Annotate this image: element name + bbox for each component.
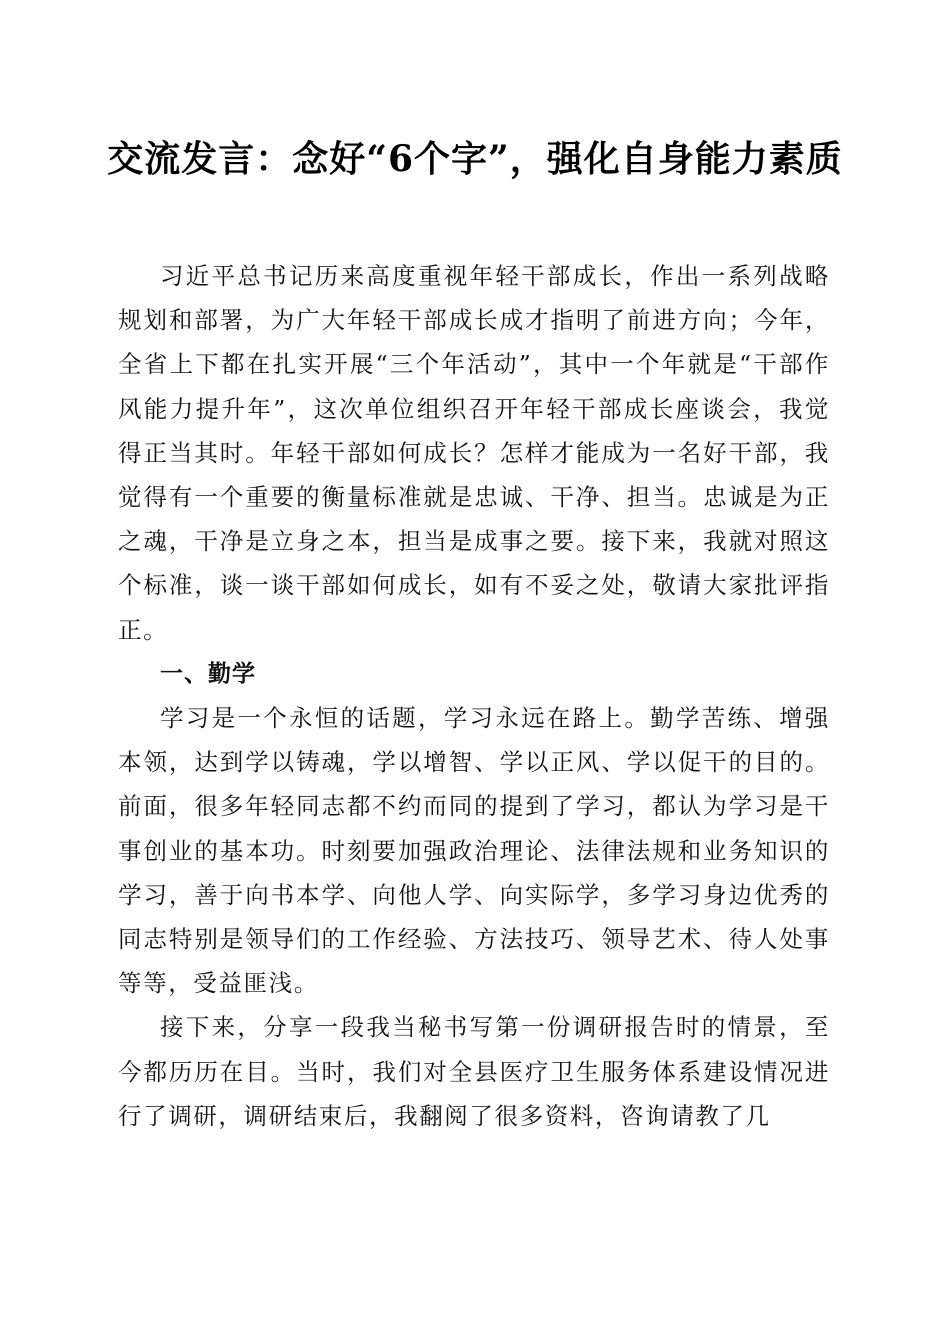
section-paragraph: 学习是一个永恒的话题，学习永远在路上。勤学苦练、增强本领，达到学以铸魂，学以增智、学以正风、学以促干的目的。前面，很多年轻同志都不约而同的提到了学习，都认为学习是干事创业的基本功。时刻要加强政治理论、法律法规和业务知识的学习，善于向书本学、向他人学、向实际学，多学习身边优秀的同志特别是领导们的工作经验、方法技巧、领导艺术、待人处事等等，受益匪浅。 [118,704,830,998]
section-paragraph: 接下来，分享一段我当秘书写第一份调研报告时的情景，至今都历历在目。当时，我们对全县医疗卫生服务体系建设情况进行了调研，调研结束后，我翻阅了很多资料，咨询请教了几 [118,1013,830,1130]
section-heading-qinxue: 一、勤学 [160,660,256,687]
document-body [118,254,830,1138]
intro-paragraph: 习近平总书记历来高度重视年轻干部成长，作出一系列战略规划和部署，为广大年轻干部成长成才指明了前进方向；今年，全省上下都在扎实开展“三个年活动”，其中一个年就是“干部作风能力提升年”，这次单位组织召开年轻干部成长座谈会，我觉得正当其时。年轻干部如何成长？怎样才能成为一名好干部，我觉得有一个重要的衡量标准就是忠诚、干净、担当。忠诚是为正之魂，干净是立身之本，担当是成事之要。接下来，我就对照这个标准，谈一谈干部如何成长，如有不妥之处，敬请大家批评指正。 [118,262,830,644]
document-title: 交流发言：念好“6个字”，强化自身能力素质 [107,138,843,180]
